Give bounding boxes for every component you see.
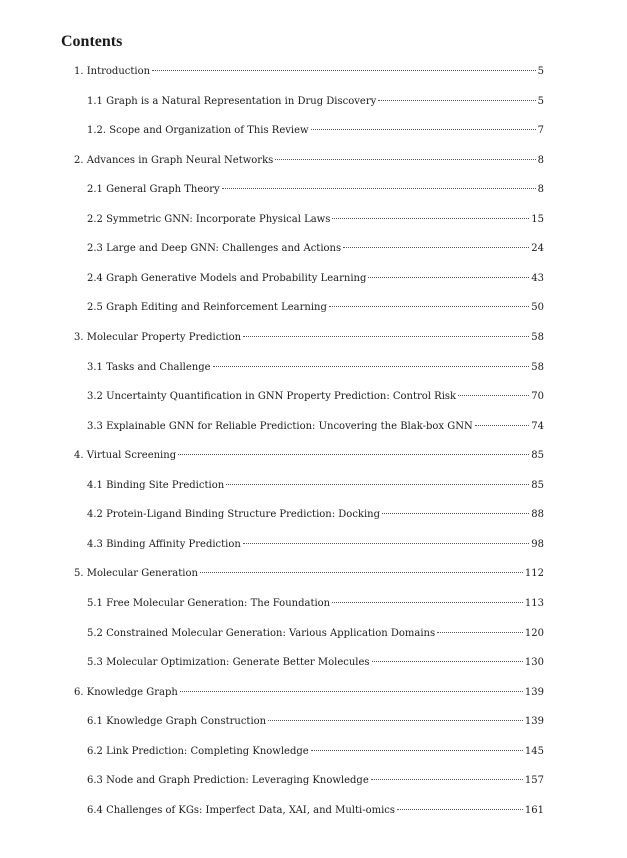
toc-subsection-entry[interactable] [87,805,544,817]
toc-page-number: 85 [531,450,544,462]
toc-entry-label: 4.2 Protein-Ligand Binding Structure Prediction: Docking [87,509,381,521]
toc-entry-label: 6. Knowledge Graph [74,686,178,698]
toc-page-number: 50 [531,302,544,314]
toc-subsection-entry[interactable] [87,214,544,226]
dot-leader [332,602,523,603]
toc-subsection-entry[interactable] [87,184,544,196]
toc-subsection-entry[interactable] [87,509,544,521]
dot-leader [226,484,529,485]
dot-leader [311,129,536,130]
toc-page-number: 15 [531,213,544,225]
dot-leader [243,336,529,337]
toc-page-number: 88 [531,509,544,521]
toc-subsection-entry[interactable] [87,775,544,787]
dot-leader [437,632,523,633]
toc-entry-label: 2.1 General Graph Theory [87,184,220,196]
toc-page-number: 5 [537,66,544,77]
toc-entry-label: 6.1 Knowledge Graph Construction [87,716,267,728]
toc-page-number: 7 [537,125,544,137]
toc-entry-label: 6.2 Link Prediction: Completing Knowledge [87,745,309,757]
toc-subsection-entry[interactable] [87,243,544,255]
toc-entry-label: 4.3 Binding Affinity Prediction [87,538,241,550]
toc-page-number: 24 [531,243,544,255]
toc-entry-label: 2.3 Large and Deep GNN: Challenges and Actions [87,243,342,255]
toc-page-number: 113 [524,597,544,609]
toc-subsection-entry[interactable] [87,598,544,610]
page-title: Contents [61,33,123,50]
toc-entry-label: 5. Molecular Generation [74,568,198,580]
toc-page-number: 139 [524,716,544,728]
toc-entry-label: 2. Advances in Graph Neural Networks [74,154,274,166]
toc-section-entry[interactable] [74,155,544,167]
dot-leader [222,188,536,189]
toc-subsection-entry[interactable] [87,302,544,314]
dot-leader [213,366,530,367]
toc-entry-label: 5.2 Constrained Molecular Generation: Various Application Domains [87,627,436,639]
dot-leader [378,100,535,101]
dot-leader [372,661,523,662]
toc-page-number: 70 [531,391,544,403]
toc-subsection-entry[interactable] [87,539,544,551]
dot-leader [371,779,523,780]
toc-page-number: 139 [524,686,544,698]
toc-entry-label: 1.2. Scope and Organization of This Review [87,125,309,137]
toc-page-number: 145 [524,745,544,757]
dot-leader [343,247,529,248]
toc-entry-label: 6.4 Challenges of KGs: Imperfect Data, XAI, and Multi-omics [87,804,396,816]
dot-leader [458,395,529,396]
toc-entry-label: 5.3 Molecular Optimization: Generate Better Molecules [87,657,370,668]
toc-subsection-entry[interactable] [87,96,544,108]
dot-leader [329,306,529,307]
toc-entry-label: 5.1 Free Molecular Generation: The Foundation [87,597,331,609]
toc-subsection-entry[interactable] [87,657,544,669]
toc-entry-label: 2.4 Graph Generative Models and Probability Learning [87,272,367,284]
dot-leader [180,691,523,692]
dot-leader [152,70,536,71]
toc-subsection-entry[interactable] [87,480,544,492]
toc-page-number: 43 [531,272,544,284]
dot-leader [382,513,529,514]
toc-entry-label: 1. Introduction [74,66,151,77]
dot-leader [311,750,523,751]
toc-subsection-entry[interactable] [87,391,544,403]
dot-leader [368,277,529,278]
dot-leader [200,572,523,573]
toc-page-number: 85 [531,479,544,491]
toc-page-number: 58 [531,361,544,373]
toc-page-number: 58 [531,331,544,343]
toc-entry-label: 3. Molecular Property Prediction [74,331,242,343]
toc-page-number: 8 [537,154,544,166]
toc-entry-label: 3.2 Uncertainty Quantification in GNN Property Prediction: Control Risk [87,391,457,403]
toc-subsection-entry[interactable] [87,362,544,374]
dot-leader [397,809,523,810]
toc-subsection-entry[interactable] [87,421,544,433]
toc-entry-label: 1.1 Graph is a Natural Representation in Drug Discovery [87,95,377,107]
dot-leader [243,543,529,544]
toc-entry-label: 4.1 Binding Site Prediction [87,479,225,491]
toc-page-number: 8 [537,184,544,196]
toc-section-entry[interactable] [74,450,544,462]
toc-section-entry[interactable] [74,332,544,344]
toc-entry-label: 6.3 Node and Graph Prediction: Leveraging Knowledge [87,775,369,787]
toc-page-number: 112 [524,568,544,580]
toc-section-entry[interactable] [74,687,544,699]
dot-leader [178,454,529,455]
dot-leader [268,720,523,721]
toc-entry-label: 2.5 Graph Editing and Reinforcement Learning [87,302,327,314]
dot-leader [475,425,530,426]
toc-page-number: 161 [524,804,544,816]
toc-entry-label: 3.3 Explainable GNN for Reliable Prediction: Uncovering the Blak-box GNN [87,420,473,432]
dot-leader [332,218,529,219]
toc-subsection-entry[interactable] [87,746,544,758]
toc-subsection-entry[interactable] [87,125,544,137]
dot-leader [275,159,535,160]
toc-subsection-entry[interactable] [87,716,544,728]
toc-entry-label: 3.1 Tasks and Challenge [87,361,211,373]
toc-page-number: 98 [531,538,544,550]
toc-page-number: 130 [524,657,544,668]
toc-page-number: 5 [537,95,544,107]
toc-section-entry[interactable] [74,568,544,580]
toc-section-entry[interactable] [74,66,544,78]
toc-subsection-entry[interactable] [87,628,544,640]
toc-page-number: 74 [531,420,544,432]
toc-page-number: 120 [524,627,544,639]
toc-page-number: 157 [524,775,544,787]
toc-subsection-entry[interactable] [87,273,544,285]
toc-entry-label: 2.2 Symmetric GNN: Incorporate Physical Laws [87,213,331,225]
toc-entry-label: 4. Virtual Screening [74,450,177,462]
